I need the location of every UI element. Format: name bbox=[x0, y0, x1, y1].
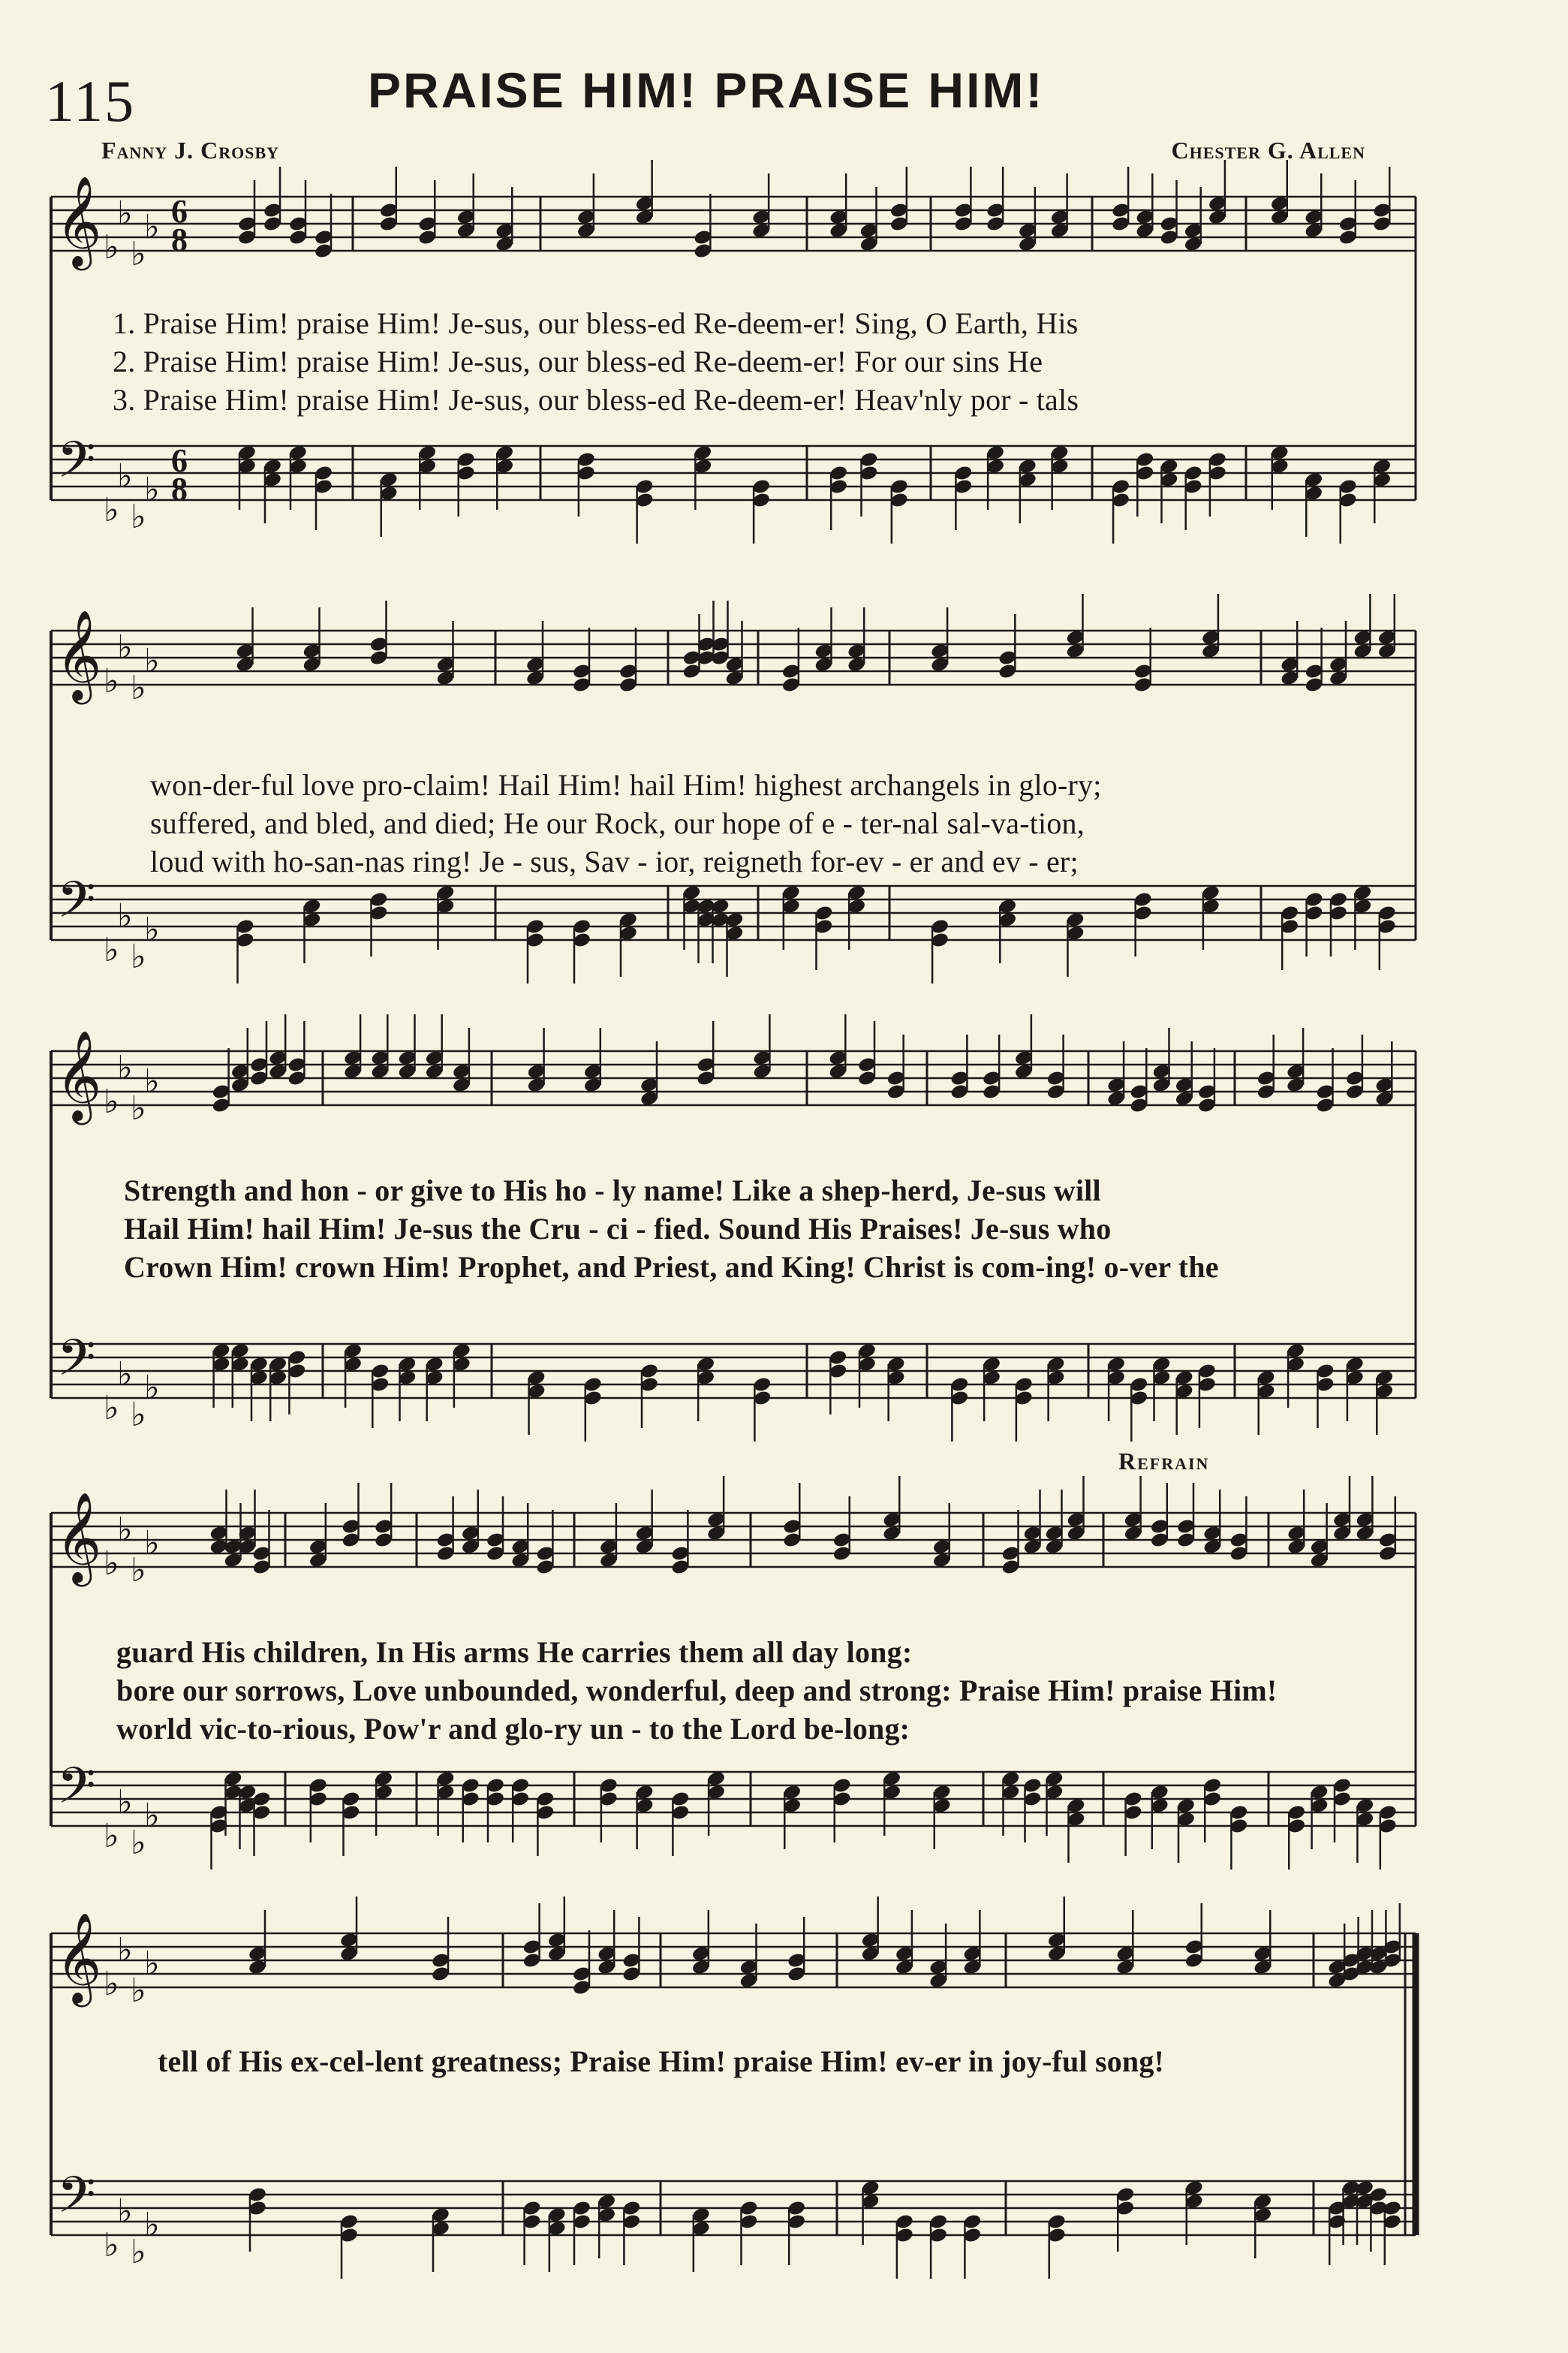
music-system bbox=[51, 1897, 1416, 2279]
svg-text:♭: ♭ bbox=[131, 1972, 146, 2010]
lyrics-system-3 bbox=[124, 1171, 1422, 1286]
lyric-line: 1. Praise Him! praise Him! Je-sus, our bless-ed Re-deem-er! Sing, O Earth, His bbox=[113, 306, 1079, 340]
svg-text:𝄢: 𝄢 bbox=[57, 431, 96, 501]
svg-text:𝄢: 𝄢 bbox=[57, 871, 96, 941]
svg-text:𝄞: 𝄞 bbox=[56, 1912, 102, 2003]
svg-text:8: 8 bbox=[171, 471, 188, 508]
svg-text:𝄢: 𝄢 bbox=[57, 1329, 96, 1399]
lyric-line: guard His children, In His arms He carries them all day long: bbox=[116, 1635, 913, 1669]
lyric-line: suffered, and bled, and died; He our Rock, our hope of e - ter-nal sal-va-tion, bbox=[150, 806, 1085, 840]
svg-text:♭: ♭ bbox=[104, 228, 119, 267]
svg-text:♭: ♭ bbox=[117, 2192, 133, 2231]
svg-text:♭: ♭ bbox=[144, 208, 160, 246]
svg-text:♭: ♭ bbox=[131, 1089, 146, 1128]
author-credit: Fanny J. Crosby bbox=[101, 137, 280, 164]
svg-text:♭: ♭ bbox=[144, 471, 160, 509]
svg-text:♭: ♭ bbox=[104, 1817, 119, 1855]
svg-text:♭: ♭ bbox=[131, 498, 146, 536]
svg-text:♭: ♭ bbox=[144, 1524, 160, 1562]
lyrics-system-4 bbox=[116, 1633, 1415, 1748]
svg-text:♭: ♭ bbox=[104, 1389, 119, 1427]
svg-text:♭: ♭ bbox=[117, 1783, 133, 1821]
refrain-label: Refrain bbox=[1118, 1448, 1210, 1475]
lyric-line: 2. Praise Him! praise Him! Je-sus, our bless-ed Re-deem-er! For our sins He bbox=[113, 345, 1043, 378]
svg-text:♭: ♭ bbox=[144, 1369, 160, 1407]
svg-text:♭: ♭ bbox=[131, 669, 146, 707]
svg-text:♭: ♭ bbox=[131, 1396, 146, 1434]
svg-text:♭: ♭ bbox=[104, 2226, 119, 2264]
svg-text:♭: ♭ bbox=[117, 194, 133, 233]
svg-text:♭: ♭ bbox=[104, 662, 119, 700]
composer-credit: Chester G. Allen bbox=[1171, 137, 1365, 164]
lyric-line: Strength and hon - or give to His ho - ly name! Like a shep-herd, Je-sus will bbox=[124, 1173, 1101, 1207]
lyric-line: tell of His ex-cel-lent greatness; Praise Him! praise Him! ev-er in joy-ful song! bbox=[158, 2044, 1165, 2078]
svg-text:𝄢: 𝄢 bbox=[57, 2166, 96, 2236]
svg-text:♭: ♭ bbox=[144, 1062, 160, 1101]
svg-text:♭: ♭ bbox=[144, 642, 160, 680]
lyric-line: world vic-to-rious, Pow'r and glo-ry un - to the Lord be-long: bbox=[116, 1712, 910, 1746]
lyric-line: loud with ho-san-nas ring! Je - sus, Sav - ior, reigneth for-ev - er and ev - er; bbox=[150, 845, 1079, 878]
svg-text:6: 6 bbox=[171, 193, 188, 230]
hymn-number: 115 bbox=[45, 68, 136, 134]
svg-text:♭: ♭ bbox=[117, 1931, 133, 1969]
svg-text:♭: ♭ bbox=[144, 911, 160, 949]
lyric-line: bore our sorrows, Love unbounded, wonderful, deep and strong: Praise Him! praise Him! bbox=[116, 1674, 1278, 1707]
lyric-line: 3. Praise Him! praise Him! Je-sus, our bless-ed Re-deem-er! Heav'nly por - tals bbox=[113, 383, 1079, 417]
svg-text:♭: ♭ bbox=[117, 628, 133, 667]
svg-text:♭: ♭ bbox=[131, 938, 146, 976]
svg-text:♭: ♭ bbox=[144, 1797, 160, 1835]
svg-text:♭: ♭ bbox=[104, 1965, 119, 2003]
svg-text:♭: ♭ bbox=[144, 1945, 160, 1983]
svg-text:𝄞: 𝄞 bbox=[56, 1029, 102, 1121]
svg-text:♭: ♭ bbox=[131, 1551, 146, 1589]
svg-text:♭: ♭ bbox=[117, 1355, 133, 1393]
svg-text:♭: ♭ bbox=[131, 2233, 146, 2271]
svg-text:𝄞: 𝄞 bbox=[56, 175, 102, 267]
svg-text:8: 8 bbox=[171, 221, 188, 258]
svg-text:♭: ♭ bbox=[104, 1083, 119, 1121]
svg-text:𝄞: 𝄞 bbox=[56, 1491, 102, 1583]
hymn-title: PRAISE HIM! PRAISE HIM! bbox=[368, 62, 1045, 118]
svg-text:♭: ♭ bbox=[117, 1511, 133, 1549]
svg-text:♭: ♭ bbox=[104, 1544, 119, 1583]
svg-text:6: 6 bbox=[171, 442, 188, 479]
lyric-line: Hail Him! hail Him! Je-sus the Cru - ci - fied. Sound His Praises! Je-sus who bbox=[124, 1212, 1112, 1246]
lyrics-system-2 bbox=[150, 766, 1449, 881]
svg-text:♭: ♭ bbox=[131, 1824, 146, 1862]
lyrics-system-1 bbox=[113, 304, 1411, 419]
svg-text:♭: ♭ bbox=[131, 235, 146, 273]
svg-text:♭: ♭ bbox=[117, 897, 133, 935]
lyrics-system-5 bbox=[158, 2042, 1456, 2080]
lyric-line: Crown Him! crown Him! Prophet, and Priest, and King! Christ is com-ing! o-ver the bbox=[124, 1250, 1219, 1284]
svg-text:♭: ♭ bbox=[117, 457, 133, 496]
svg-text:𝄞: 𝄞 bbox=[56, 609, 102, 700]
svg-text:♭: ♭ bbox=[104, 491, 119, 529]
svg-text:♭: ♭ bbox=[144, 2206, 160, 2244]
lyric-line: won-der-ful love pro-claim! Hail Him! hail Him! highest archangels in glo-ry; bbox=[150, 768, 1102, 802]
svg-text:♭: ♭ bbox=[117, 1049, 133, 1087]
svg-text:♭: ♭ bbox=[104, 931, 119, 969]
svg-text:𝄢: 𝄢 bbox=[57, 1757, 96, 1827]
